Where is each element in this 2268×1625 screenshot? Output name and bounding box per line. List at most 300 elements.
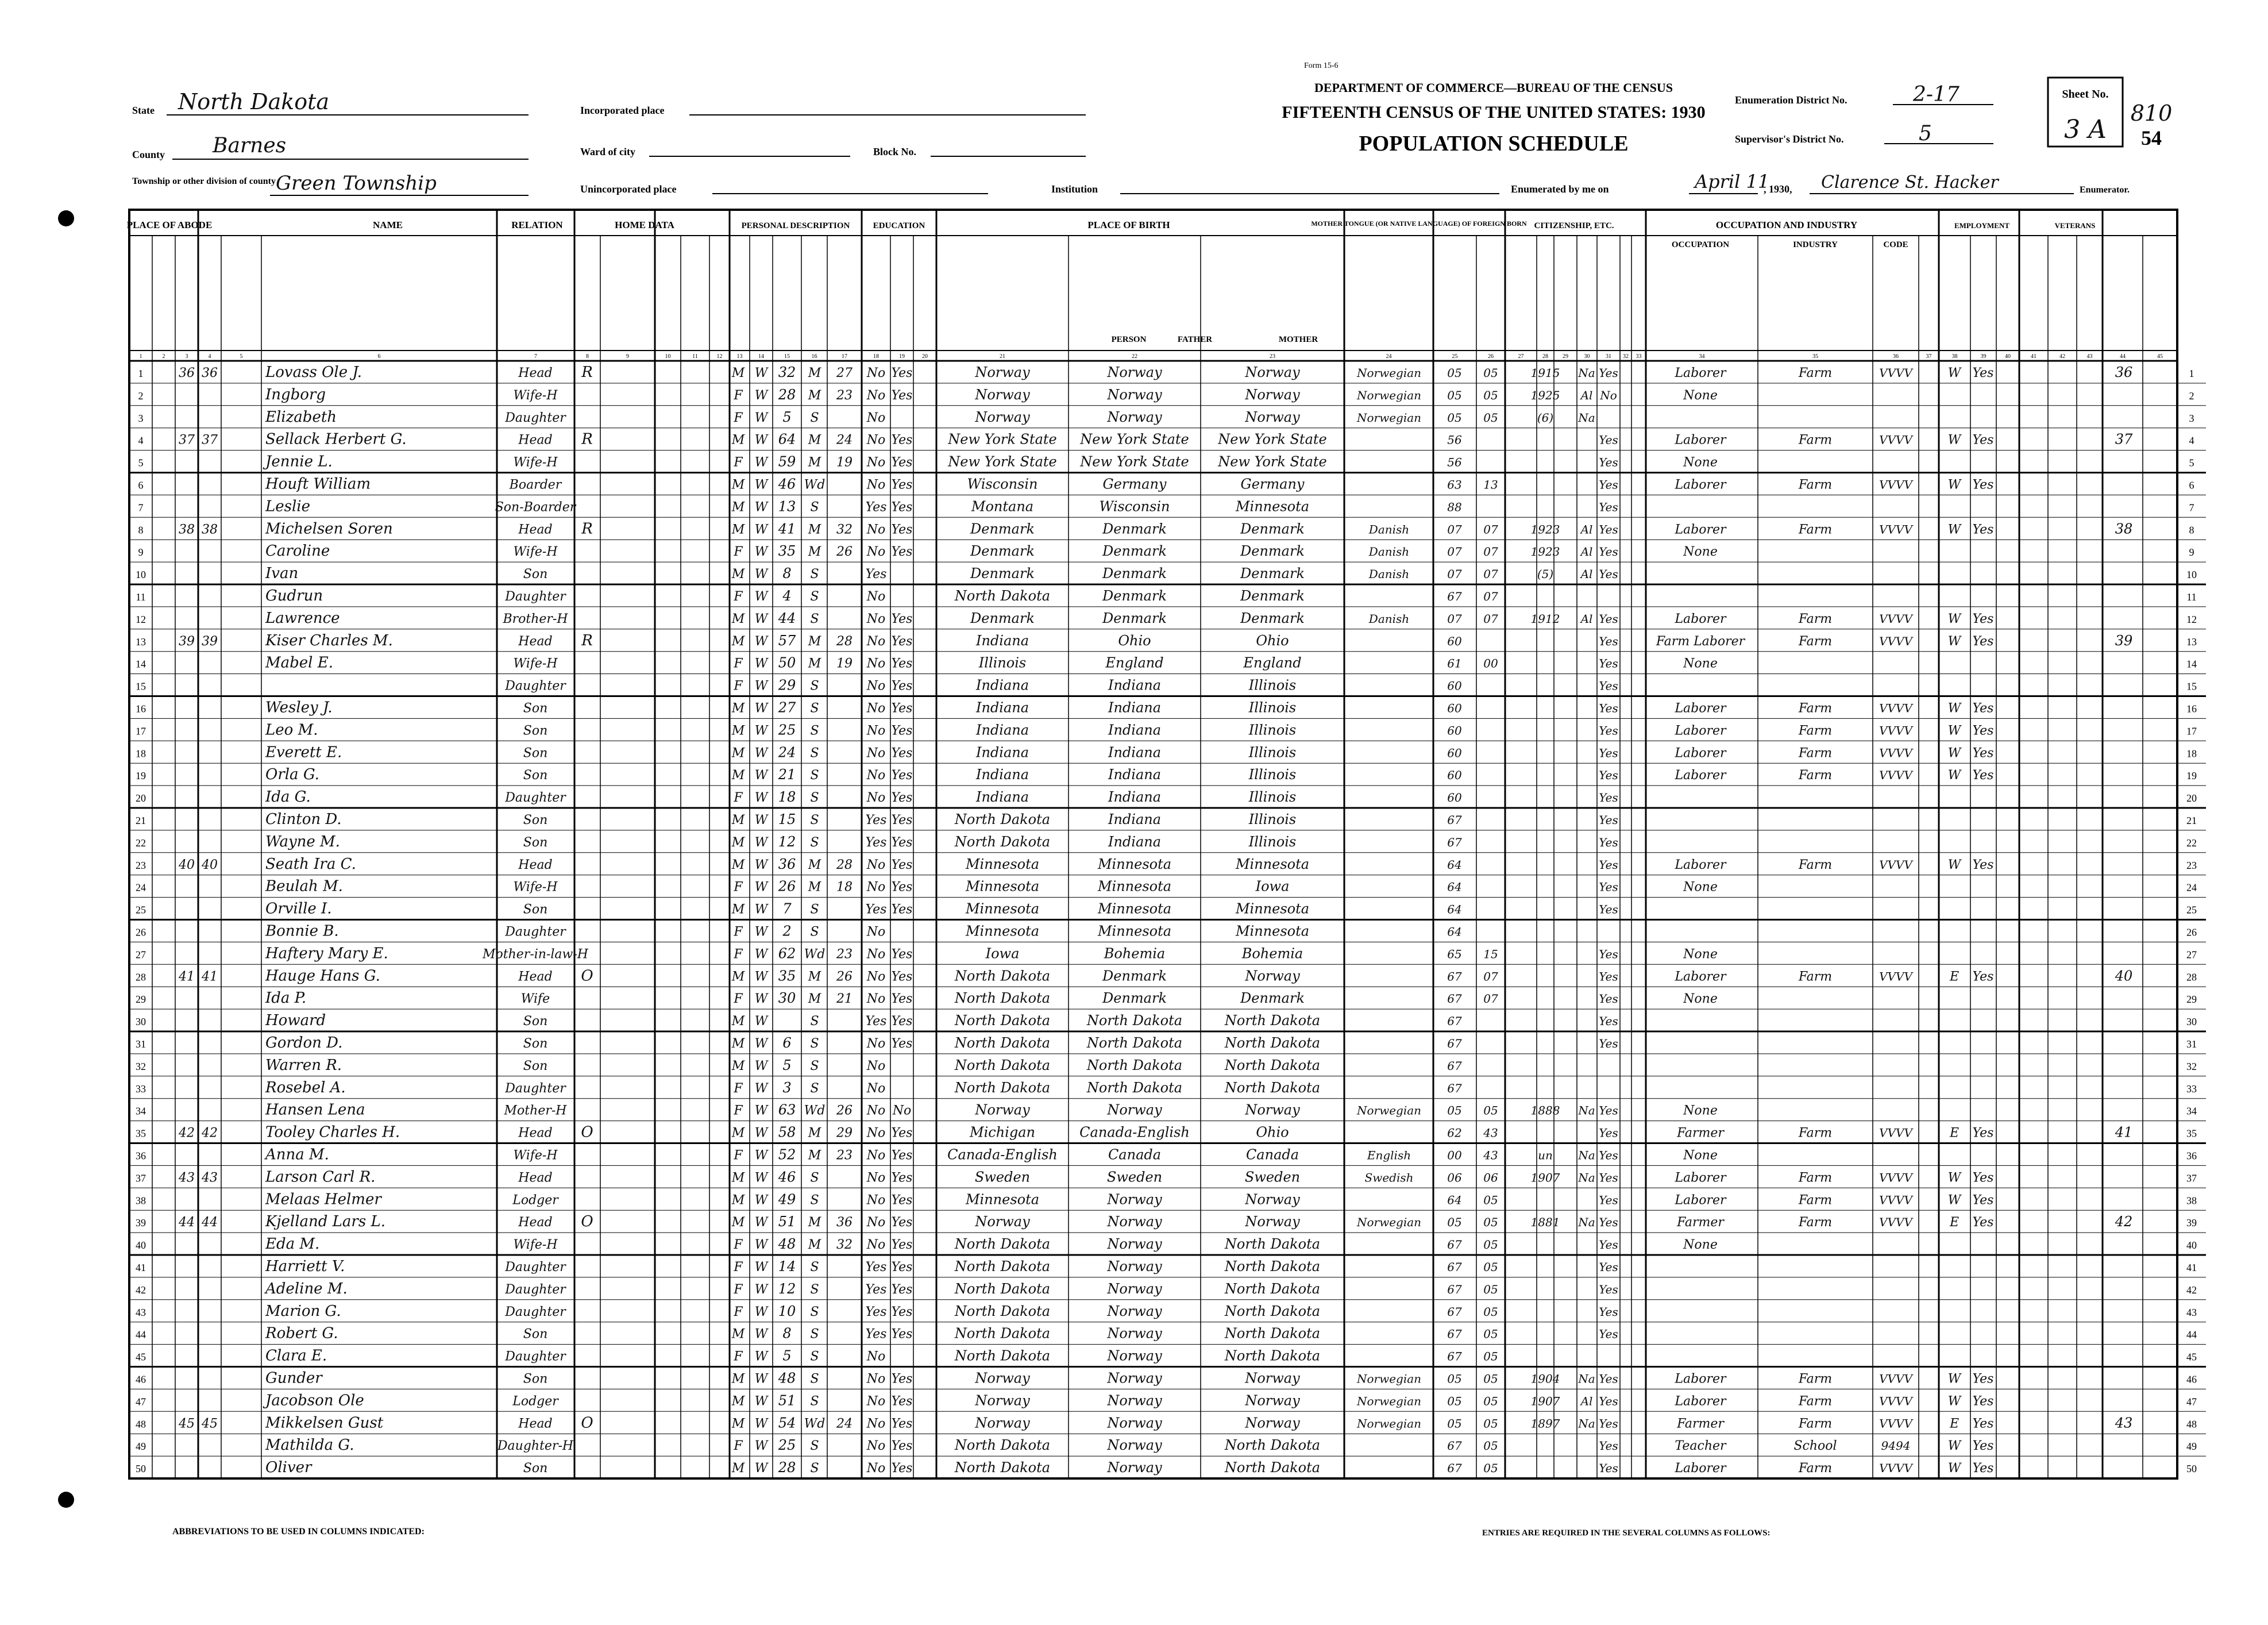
cell-ms: M bbox=[808, 969, 821, 984]
cell-rd: Yes bbox=[891, 611, 913, 626]
cell-age: 46 bbox=[778, 476, 796, 492]
cell-c1: 67 bbox=[1447, 1260, 1462, 1274]
cell-ms: S bbox=[810, 701, 819, 716]
cell-eng: Yes bbox=[1599, 880, 1618, 894]
cell-sch: No bbox=[866, 701, 886, 716]
cell-race: W bbox=[754, 768, 768, 783]
cell-mob: North Dakota bbox=[1224, 1057, 1321, 1073]
cell-code: VVVV bbox=[1879, 857, 1912, 872]
table-row bbox=[136, 811, 2197, 828]
cell-occ: None bbox=[1683, 455, 1718, 470]
cell-wc: W bbox=[1947, 522, 1961, 537]
cell-fob: Denmark bbox=[1102, 968, 1167, 984]
cell-rd: Yes bbox=[891, 1260, 913, 1275]
cell-occ: Laborer bbox=[1675, 611, 1726, 626]
schedule-title: POPULATION SCHEDULE bbox=[1359, 132, 1629, 156]
cell-emp: Yes bbox=[1972, 522, 1994, 537]
line-number-right: 19 bbox=[2186, 770, 2197, 782]
cell-sch: No bbox=[866, 768, 886, 783]
cell-sex: F bbox=[734, 992, 743, 1007]
cell-emp: Yes bbox=[1972, 723, 1994, 738]
cell-c1: 07 bbox=[1447, 545, 1462, 559]
cell-rel: Mother-in-law-H bbox=[483, 947, 588, 962]
cell-pob: Denmark bbox=[970, 610, 1035, 626]
cell-imm: 1923 bbox=[1530, 522, 1560, 537]
column-number: 28 bbox=[1542, 353, 1548, 360]
cell-sex: F bbox=[734, 1349, 743, 1364]
cell-eng: Yes bbox=[1599, 455, 1618, 469]
column-group-titles bbox=[127, 220, 2096, 344]
cell-rel: Daughter bbox=[505, 590, 566, 604]
cell-amar: 24 bbox=[836, 433, 853, 448]
incorporated-label: Incorporated place bbox=[580, 105, 665, 116]
cell-wc: W bbox=[1947, 366, 1961, 381]
cell-c1: 67 bbox=[1447, 1304, 1462, 1319]
cell-race: W bbox=[754, 902, 768, 917]
cell-wc: W bbox=[1947, 857, 1961, 872]
column-number: 10 bbox=[665, 353, 671, 360]
cell-age: 5 bbox=[782, 1347, 792, 1364]
cell-emp: Yes bbox=[1972, 1126, 1994, 1141]
cell-sex: M bbox=[731, 634, 745, 649]
cell-emp: Yes bbox=[1972, 1193, 1994, 1208]
cell-fob: Minnesota bbox=[1097, 923, 1172, 939]
line-number: 25 bbox=[136, 904, 146, 916]
line-number: 9 bbox=[138, 546, 144, 559]
cell-fob: Norway bbox=[1107, 1191, 1162, 1208]
cell-wc: W bbox=[1947, 634, 1961, 649]
state-label: State bbox=[132, 105, 155, 116]
cell-occ: None bbox=[1683, 656, 1718, 671]
cell-age: 25 bbox=[778, 1437, 796, 1454]
cell-code: VVVV bbox=[1879, 1461, 1912, 1476]
cell-sex: F bbox=[734, 1260, 743, 1275]
column-number: 21 bbox=[1000, 353, 1005, 360]
column-number: 6 bbox=[377, 353, 381, 360]
cell-sex: M bbox=[731, 1037, 745, 1052]
cell-sex: F bbox=[734, 1439, 743, 1454]
cell-code: VVVV bbox=[1879, 1170, 1912, 1185]
cell-emp: Yes bbox=[1972, 857, 1994, 872]
cell-sex: M bbox=[731, 611, 745, 626]
cell-occ: Laborer bbox=[1675, 1170, 1726, 1185]
cell-name: Ingborg bbox=[265, 386, 326, 403]
table-row bbox=[138, 453, 2194, 471]
line-number-right: 18 bbox=[2186, 748, 2197, 760]
cell-rd: Yes bbox=[891, 768, 913, 783]
cell-wc: W bbox=[1947, 701, 1961, 716]
cell-ind: Farm bbox=[1798, 611, 1833, 626]
table-row bbox=[136, 744, 2197, 761]
cell-sch: No bbox=[866, 1439, 886, 1454]
cell-rel: Boarder bbox=[509, 478, 562, 492]
cell-eng: Yes bbox=[1599, 1215, 1618, 1230]
cell-race: W bbox=[754, 1103, 768, 1118]
line-number: 44 bbox=[136, 1329, 146, 1341]
line-number-right: 27 bbox=[2186, 949, 2197, 961]
cell-fob: Minnesota bbox=[1097, 878, 1172, 895]
institution-label: Institution bbox=[1051, 183, 1098, 195]
cell-pob: North Dakota bbox=[954, 1057, 1051, 1073]
cell-sch: No bbox=[866, 746, 886, 761]
cell-sex: M bbox=[731, 1014, 745, 1029]
cell-sch: Yes bbox=[865, 1014, 887, 1029]
column-number: 15 bbox=[784, 353, 790, 360]
cell-fob: Denmark bbox=[1102, 588, 1167, 604]
group-name: NAME bbox=[373, 220, 403, 230]
header-code: CODE bbox=[1883, 240, 1908, 249]
cell-c1: 64 bbox=[1447, 1193, 1462, 1207]
cell-sex: M bbox=[731, 1327, 745, 1342]
abbrev-title: ABBREVIATIONS TO BE USED IN COLUMNS INDICATED: bbox=[172, 1527, 425, 1537]
cell-c1: 05 bbox=[1447, 1215, 1462, 1230]
cell-imm: 1925 bbox=[1530, 388, 1560, 402]
line-number-right: 9 bbox=[2189, 546, 2194, 559]
cell-mob: Bohemia bbox=[1241, 945, 1303, 962]
cell-amar: 28 bbox=[836, 634, 853, 649]
cell-race: W bbox=[754, 992, 768, 1007]
cell-sch: No bbox=[866, 925, 886, 939]
cell-sch: No bbox=[866, 1058, 886, 1073]
cell-race: W bbox=[754, 969, 768, 984]
cell-name: Orville I. bbox=[265, 900, 332, 918]
cell-age: 51 bbox=[778, 1392, 796, 1409]
cell-race: W bbox=[754, 1058, 768, 1073]
cell-occ: Farmer bbox=[1677, 1126, 1724, 1141]
ward-label: Ward of city bbox=[580, 146, 635, 157]
column-number: 32 bbox=[1623, 353, 1629, 360]
cell-occ: Laborer bbox=[1675, 746, 1726, 761]
cell-occ: Farmer bbox=[1677, 1416, 1724, 1431]
cell-sex: M bbox=[731, 723, 745, 738]
table-row bbox=[138, 386, 2194, 403]
cell-eng: Yes bbox=[1599, 545, 1618, 559]
cell-name: Clara E. bbox=[265, 1347, 327, 1365]
cell-emp: Yes bbox=[1972, 701, 1994, 716]
cell-pob: Indiana bbox=[975, 744, 1029, 761]
cell-c1: 60 bbox=[1447, 746, 1462, 760]
table-row bbox=[136, 1459, 2197, 1476]
cell-pob: New York State bbox=[948, 431, 1057, 448]
cell-mob: Illinois bbox=[1248, 789, 1297, 806]
group-occupation-industry: OCCUPATION AND INDUSTRY bbox=[1715, 220, 1858, 230]
column-number: 23 bbox=[1270, 353, 1275, 360]
cell-ind: Farm bbox=[1798, 1461, 1833, 1476]
cell-c1: 05 bbox=[1447, 1372, 1462, 1386]
cell-rd: Yes bbox=[891, 679, 913, 694]
line-number-right: 49 bbox=[2186, 1441, 2197, 1453]
cell-race: W bbox=[754, 1372, 768, 1387]
cell-pob: Canada-English bbox=[947, 1146, 1058, 1163]
line-number: 4 bbox=[138, 434, 144, 446]
cell-race: W bbox=[754, 1193, 768, 1208]
cell-eng: Yes bbox=[1599, 791, 1618, 805]
cell-rel: Son bbox=[523, 701, 548, 716]
cell-pob: North Dakota bbox=[954, 1012, 1051, 1029]
cell-rd: Yes bbox=[891, 992, 913, 1007]
cell-rel: Daughter bbox=[505, 1304, 566, 1319]
cell-c1: 62 bbox=[1447, 1126, 1462, 1140]
cell-c1: 05 bbox=[1447, 1103, 1462, 1118]
cell-c1: 67 bbox=[1447, 590, 1462, 604]
header-mother: MOTHER bbox=[1278, 335, 1318, 344]
line-number: 7 bbox=[138, 502, 144, 514]
line-number: 11 bbox=[136, 591, 146, 603]
cell-sch: No bbox=[866, 1081, 886, 1096]
line-number-right: 38 bbox=[2186, 1195, 2197, 1207]
cell-ind: Farm bbox=[1798, 1193, 1833, 1208]
cell-pob: North Dakota bbox=[954, 1325, 1051, 1342]
cell-c1: 56 bbox=[1447, 455, 1462, 469]
cell-ind: Farm bbox=[1798, 723, 1833, 738]
cell-age: 28 bbox=[778, 1460, 796, 1476]
cell-sex: M bbox=[731, 567, 745, 582]
cell-pob: North Dakota bbox=[954, 1460, 1051, 1476]
cell-sch: No bbox=[866, 1416, 886, 1431]
cell-age: 13 bbox=[778, 498, 796, 515]
cell-pob: North Dakota bbox=[954, 990, 1051, 1007]
cell-race: W bbox=[754, 1148, 768, 1163]
group-mother-tongue: MOTHER TONGUE (OR NATIVE LANGUAGE) OF FOREIGN BORN bbox=[1311, 220, 1527, 228]
cell-eng: Yes bbox=[1599, 679, 1618, 693]
cell-code: VVVV bbox=[1879, 701, 1912, 715]
cell-code: VVVV bbox=[1879, 433, 1912, 447]
line-number-right: 20 bbox=[2186, 792, 2197, 804]
cell-name: Robert G. bbox=[265, 1324, 338, 1342]
cell-sch: No bbox=[866, 723, 886, 738]
cell-fam: 38 bbox=[202, 522, 218, 537]
line-number: 14 bbox=[136, 658, 146, 670]
cell-rel: Son bbox=[523, 723, 548, 738]
cell-c1: 06 bbox=[1447, 1170, 1462, 1185]
column-number: 44 bbox=[2120, 353, 2126, 360]
cell-eng: Yes bbox=[1599, 746, 1618, 760]
cell-pob: North Dakota bbox=[954, 811, 1051, 828]
cell-mob: Minnesota bbox=[1235, 498, 1310, 515]
column-number: 27 bbox=[1518, 353, 1524, 360]
cell-rd: Yes bbox=[891, 1014, 913, 1029]
cell-age: 6 bbox=[782, 1035, 792, 1052]
cell-pob: Minnesota bbox=[965, 856, 1040, 872]
cell-mob: Minnesota bbox=[1235, 900, 1310, 917]
cell-c2: 05 bbox=[1483, 1193, 1498, 1207]
cell-home: R bbox=[581, 520, 593, 538]
cell-rd: Yes bbox=[891, 455, 913, 470]
line-number-right: 21 bbox=[2186, 815, 2197, 827]
line-number-right: 33 bbox=[2186, 1083, 2197, 1095]
enumerator-name: Clarence St. Hacker bbox=[1821, 172, 1999, 192]
cell-race: W bbox=[754, 1238, 768, 1253]
cell-rel: Lodger bbox=[512, 1394, 558, 1409]
cell-age: 54 bbox=[778, 1415, 796, 1431]
line-number-right: 10 bbox=[2186, 569, 2197, 581]
line-number-right: 6 bbox=[2189, 479, 2194, 491]
table-row bbox=[136, 766, 2197, 783]
cell-amar: 26 bbox=[836, 545, 853, 560]
cell-rel: Head bbox=[518, 366, 553, 381]
cell-ms: S bbox=[810, 567, 819, 582]
cell-occ: Laborer bbox=[1675, 366, 1726, 381]
cell-rel: Head bbox=[518, 1215, 553, 1230]
cell-ms: M bbox=[808, 366, 821, 381]
cell-name: Mathilda G. bbox=[265, 1437, 354, 1454]
cell-name: Marion G. bbox=[265, 1302, 341, 1320]
cell-age: 12 bbox=[778, 1280, 796, 1297]
cell-rel: Son bbox=[523, 1327, 548, 1342]
cell-name: Hansen Lena bbox=[265, 1101, 365, 1119]
line-number-right: 24 bbox=[2186, 881, 2197, 894]
cell-amar: 19 bbox=[836, 656, 853, 671]
cell-eng: Yes bbox=[1599, 500, 1618, 514]
group-veterans: VETERANS bbox=[2054, 221, 2096, 230]
cell-ms: M bbox=[808, 880, 821, 895]
column-number: 33 bbox=[1636, 353, 1642, 360]
cell-age: 51 bbox=[778, 1214, 796, 1230]
cell-mob: Norway bbox=[1245, 1214, 1300, 1230]
cell-fam: 37 bbox=[202, 433, 218, 448]
cell-fob: Bohemia bbox=[1104, 945, 1166, 962]
cell-fob: Norway bbox=[1107, 1347, 1162, 1364]
cell-pob: North Dakota bbox=[954, 968, 1051, 984]
cell-cit: Al bbox=[1580, 545, 1593, 559]
cell-ms: Wd bbox=[804, 1103, 826, 1118]
table-row bbox=[138, 498, 2194, 515]
line-number: 28 bbox=[136, 971, 146, 983]
cell-name: Michelsen Soren bbox=[265, 520, 393, 538]
cell-ms: S bbox=[810, 746, 819, 761]
cell-fob: Norway bbox=[1107, 1214, 1162, 1230]
cell-lang: Norwegian bbox=[1356, 388, 1422, 402]
cell-wc: W bbox=[1947, 478, 1961, 492]
cell-race: W bbox=[754, 1394, 768, 1409]
cell-emp: Yes bbox=[1972, 366, 1994, 381]
cell-sch: No bbox=[866, 366, 886, 381]
cell-ms: S bbox=[810, 1349, 819, 1364]
table-row bbox=[136, 1034, 2197, 1052]
cell-pob: North Dakota bbox=[954, 1079, 1051, 1096]
cell-c1: 67 bbox=[1447, 835, 1462, 849]
cell-eng: Yes bbox=[1599, 1126, 1618, 1140]
cell-ind: Farm bbox=[1798, 433, 1833, 448]
cell-name: Warren R. bbox=[265, 1056, 342, 1074]
cell-fob: Canada-English bbox=[1079, 1124, 1190, 1141]
table-row bbox=[136, 900, 2197, 918]
line-number: 42 bbox=[136, 1284, 146, 1296]
cell-c1: 07 bbox=[1447, 611, 1462, 626]
cell-fob: Minnesota bbox=[1097, 900, 1172, 917]
cell-race: W bbox=[754, 611, 768, 626]
column-number: 7 bbox=[534, 353, 537, 360]
cell-cit: Na bbox=[1578, 1372, 1595, 1386]
cell-fob: Norway bbox=[1107, 1303, 1162, 1319]
table-row bbox=[138, 520, 2194, 537]
cell-pob: Illinois bbox=[978, 654, 1027, 671]
cell-c1: 05 bbox=[1447, 388, 1462, 402]
sd-label: Supervisor's District No. bbox=[1735, 133, 1844, 145]
cell-lang: Danish bbox=[1368, 522, 1410, 537]
cell-ms: S bbox=[810, 723, 819, 738]
cell-mob: Norway bbox=[1245, 386, 1300, 403]
cell-name: Harriett V. bbox=[265, 1258, 345, 1276]
cell-rd: Yes bbox=[891, 522, 913, 537]
cell-fob: England bbox=[1105, 654, 1164, 671]
cell-c2: 15 bbox=[1483, 947, 1498, 961]
cell-mob: North Dakota bbox=[1224, 1280, 1321, 1297]
cell-age: 63 bbox=[778, 1102, 796, 1118]
cell-sex: F bbox=[734, 1282, 743, 1297]
line-number-right: 48 bbox=[2186, 1418, 2197, 1430]
cell-pob: Norway bbox=[975, 1392, 1030, 1409]
line-number-right: 29 bbox=[2186, 994, 2197, 1006]
line-number-right: 8 bbox=[2189, 524, 2194, 536]
cell-sex: F bbox=[734, 656, 743, 671]
cell-c2: 43 bbox=[1483, 1148, 1498, 1162]
cell-farm: 36 bbox=[2115, 364, 2133, 381]
table-row bbox=[136, 1079, 2197, 1096]
cell-fob: New York State bbox=[1080, 453, 1189, 470]
cell-emp: Yes bbox=[1972, 433, 1994, 448]
cell-age: 32 bbox=[778, 364, 796, 381]
line-number: 43 bbox=[136, 1306, 146, 1318]
cell-rd: Yes bbox=[891, 947, 913, 962]
cell-pob: Denmark bbox=[970, 521, 1035, 537]
cell-mob: New York State bbox=[1218, 431, 1327, 448]
cell-dw: 44 bbox=[179, 1215, 195, 1230]
cell-eng: Yes bbox=[1599, 366, 1618, 380]
cell-ms: S bbox=[810, 1282, 819, 1297]
cell-rel: Son bbox=[523, 768, 548, 783]
cell-race: W bbox=[754, 1037, 768, 1052]
table-row bbox=[136, 699, 2197, 717]
cell-ms: M bbox=[808, 1126, 821, 1141]
cell-occ: Laborer bbox=[1675, 1372, 1726, 1387]
table-row bbox=[136, 923, 2197, 940]
cell-c2: 05 bbox=[1483, 1461, 1498, 1476]
cell-rel: Son bbox=[523, 813, 548, 828]
cell-name: Haftery Mary E. bbox=[265, 945, 388, 962]
table-row bbox=[136, 721, 2197, 738]
cell-name: Larson Carl R. bbox=[265, 1168, 376, 1186]
column-number: 36 bbox=[1893, 353, 1899, 360]
cell-wc: W bbox=[1947, 611, 1961, 626]
cell-c2: 43 bbox=[1483, 1126, 1498, 1140]
cell-sex: M bbox=[731, 500, 745, 515]
line-number-right: 15 bbox=[2186, 680, 2197, 692]
cell-sch: Yes bbox=[865, 813, 887, 828]
cell-mob: Norway bbox=[1245, 1392, 1300, 1409]
cell-race: W bbox=[754, 746, 768, 761]
cell-cit: Na bbox=[1578, 1416, 1595, 1431]
cell-ms: S bbox=[810, 768, 819, 783]
cell-rel: Daughter bbox=[505, 791, 566, 806]
ed-value: 2-17 bbox=[1913, 83, 1960, 106]
cell-sex: M bbox=[731, 1193, 745, 1208]
cell-ind: Farm bbox=[1798, 1416, 1833, 1431]
table-row bbox=[138, 431, 2194, 448]
cell-sex: F bbox=[734, 1238, 743, 1253]
cell-eng: Yes bbox=[1599, 723, 1618, 738]
cell-ind: Farm bbox=[1798, 1372, 1833, 1387]
line-number: 37 bbox=[136, 1172, 146, 1184]
cell-amar: 29 bbox=[836, 1126, 853, 1141]
table-row bbox=[138, 542, 2194, 560]
cell-mob: Denmark bbox=[1240, 588, 1305, 604]
cell-mob: Illinois bbox=[1248, 744, 1297, 761]
line-number-right: 25 bbox=[2186, 904, 2197, 916]
table-row bbox=[136, 1437, 2197, 1454]
cell-mob: Illinois bbox=[1248, 811, 1297, 828]
cell-race: W bbox=[754, 857, 768, 872]
